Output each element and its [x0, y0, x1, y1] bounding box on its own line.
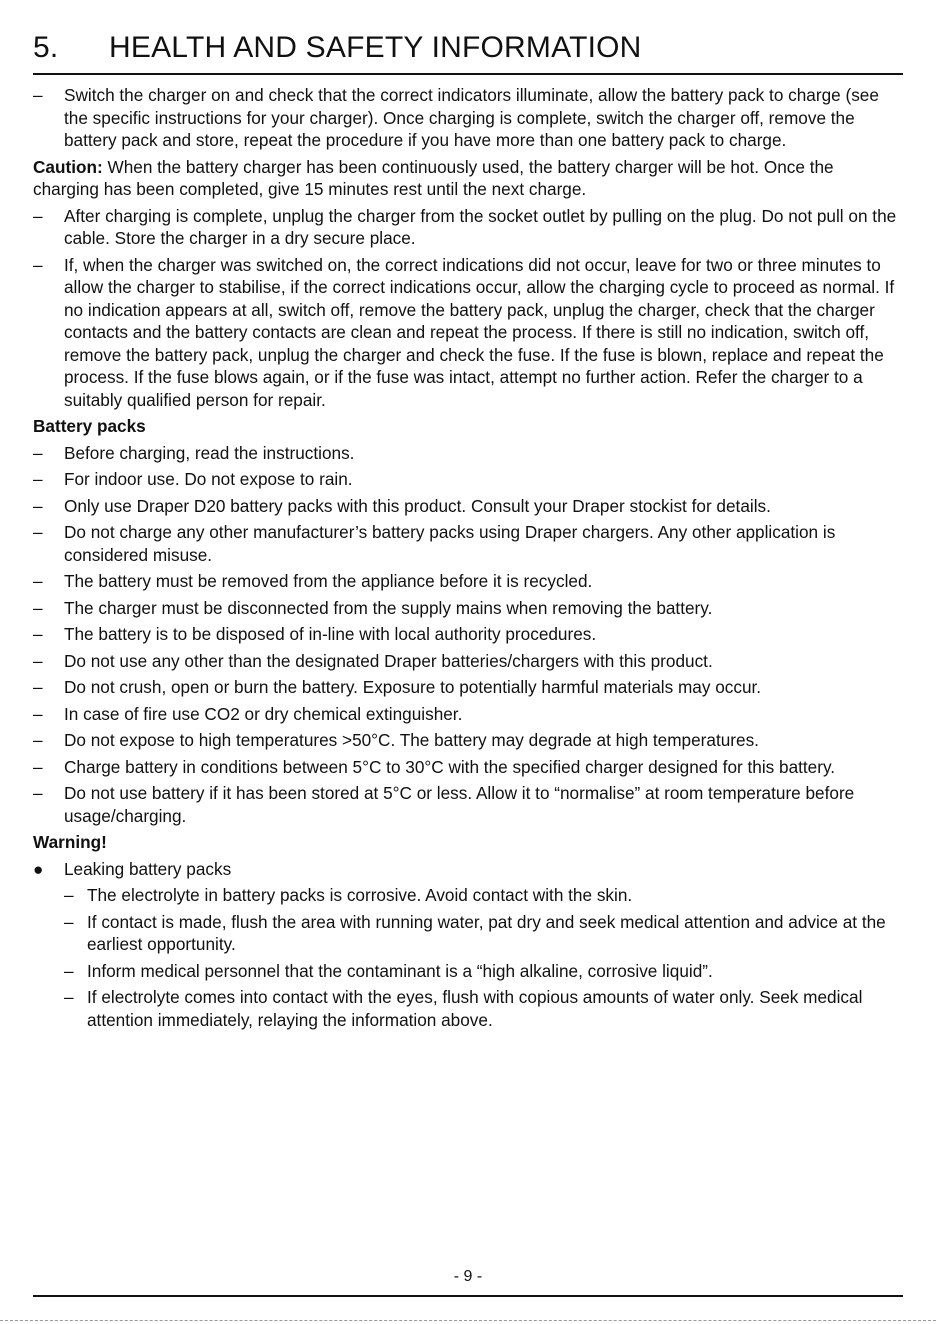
caution-text: When the battery charger has been continuously used, the battery charger will be hot. Once the charging has been completed, give 15 minutes rest until the next charge. [33, 156, 834, 199]
dash-marker: – [33, 783, 43, 803]
battery-packs-list [33, 442, 903, 828]
dash-marker: – [33, 703, 43, 724]
dash-marker: – [33, 495, 43, 516]
caution-label: Caution: [33, 156, 103, 177]
list-item-text: For indoor use. Do not expose to rain. [64, 469, 353, 489]
list-item-text: After charging is complete, unplug the charger from the socket outlet by pulling on the plug. Do not pull on the cable. Store the charger in a dry secure place. [64, 205, 897, 248]
list-item [33, 756, 903, 779]
list-item-text: The battery is to be disposed of in-line with local authority procedures. [64, 624, 597, 644]
list-item [33, 782, 903, 827]
page [33, 0, 903, 73]
list-item [33, 84, 903, 152]
dash-marker: – [64, 987, 74, 1007]
page-edge [0, 1320, 936, 1322]
list-item [64, 884, 903, 907]
list-item-text: Before charging, read the instructions. [64, 442, 355, 463]
dash-marker: – [33, 677, 43, 697]
list-item [33, 254, 903, 412]
list-item [33, 703, 903, 726]
list-item [64, 960, 903, 983]
after-charging-steps [33, 205, 903, 412]
dash-marker: – [33, 254, 43, 275]
bullet-marker: ● [33, 858, 44, 879]
dash-marker: – [64, 960, 74, 981]
dash-marker: – [33, 624, 43, 644]
list-item [33, 650, 903, 673]
warning-bullet-item [33, 858, 903, 881]
list-item-text: The battery must be removed from the appliance before it is recycled. [64, 571, 593, 591]
list-item-text: The charger must be disconnected from the supply mains when removing the battery. [64, 597, 713, 618]
list-item-text: Switch the charger on and check that the correct indicators illuminate, allow the battery pack to charge (see the specific instructions for your charger). Once charging is complete, switch the charger off, remove the battery pack and store, repeat the procedure if you have more than one battery pack to charge. [64, 85, 879, 150]
warning-list [33, 884, 903, 1031]
list-item [64, 986, 903, 1031]
list-item-text: Only use Draper D20 battery packs with this product. Consult your Draper stockist for details. [64, 495, 771, 516]
charging-steps [33, 84, 903, 152]
dash-marker: – [33, 205, 43, 226]
dash-marker: – [33, 597, 43, 618]
list-item [64, 911, 903, 956]
dash-marker: – [33, 730, 43, 750]
content [33, 84, 903, 1035]
battery-packs-heading: Battery packs [33, 416, 146, 436]
list-item-text: Do not use battery if it has been stored at 5°C or less. Allow it to “normalise” at room temperature before usage/charging. [64, 783, 855, 826]
warning-heading: Warning! [33, 832, 107, 852]
header-rule [33, 73, 903, 75]
section-title: HEALTH AND SAFETY INFORMATION [109, 31, 642, 64]
dash-marker: – [33, 571, 43, 591]
list-item [33, 521, 903, 566]
list-item-text: If, when the charger was switched on, the correct indications did not occur, leave for two or three minutes to allow the charger to stabilise, if the correct indications occur, allow the charging cycle to proceed as normal. If no indication appears at all, switch off, remove the battery pack, unplug the charger, check that the charger contacts and the battery contacts are clean and repeat the process. If there is still no indication, switch off, remove the battery pack, unplug the charger and check the fuse. If the fuse is blown, replace and repeat the process. If the fuse blows again, or if the fuse was intact, attempt no further action. Refer the charger to a suitably qualified person for repair. [64, 254, 895, 410]
list-item [33, 597, 903, 620]
list-item [33, 570, 903, 593]
dash-marker: – [33, 442, 43, 463]
dash-marker: – [64, 911, 74, 932]
list-item [33, 623, 903, 646]
list-item [33, 205, 903, 250]
caution-paragraph [33, 156, 903, 201]
dash-marker: – [33, 85, 43, 105]
list-item [33, 495, 903, 518]
warning-bullet-text: Leaking battery packs [64, 858, 232, 879]
section-number: 5. [33, 31, 59, 64]
list-item-text: Do not use any other than the designated Draper batteries/chargers with this product. [64, 650, 713, 671]
list-item-text: Charge battery in conditions between 5°C to 30°C with the specified charger designed for this battery. [64, 756, 836, 777]
list-item-text: If contact is made, flush the area with running water, pat dry and seek medical attention and advice at the earliest opportunity. [87, 911, 886, 954]
dash-marker: – [64, 885, 74, 905]
list-item-text: Do not expose to high temperatures >50°C. The battery may degrade at high temperatures. [64, 730, 759, 750]
page-number: - 9 - [453, 1268, 483, 1285]
list-item [33, 729, 903, 752]
dash-marker: – [33, 650, 43, 671]
list-item-text: If electrolyte comes into contact with the eyes, flush with copious amounts of water only. Seek medical attention immediately, relaying the information above. [87, 987, 863, 1030]
list-item-text: Inform medical personnel that the contaminant is a “high alkaline, corrosive liquid”. [87, 960, 713, 981]
list-item-text: In case of fire use CO2 or dry chemical extinguisher. [64, 703, 463, 724]
list-item [33, 676, 903, 699]
section-heading [33, 31, 903, 73]
list-item-text: The electrolyte in battery packs is corrosive. Avoid contact with the skin. [87, 885, 633, 905]
dash-marker: – [33, 522, 43, 542]
list-item [33, 442, 903, 465]
footer-rule [33, 1295, 903, 1297]
dash-marker: – [33, 756, 43, 777]
dash-marker: – [33, 469, 43, 489]
list-item [33, 468, 903, 491]
list-item-text: Do not charge any other manufacturer’s battery packs using Draper chargers. Any other application is considered misuse. [64, 522, 836, 565]
list-item-text: Do not crush, open or burn the battery. Exposure to potentially harmful materials may occur. [64, 677, 762, 697]
